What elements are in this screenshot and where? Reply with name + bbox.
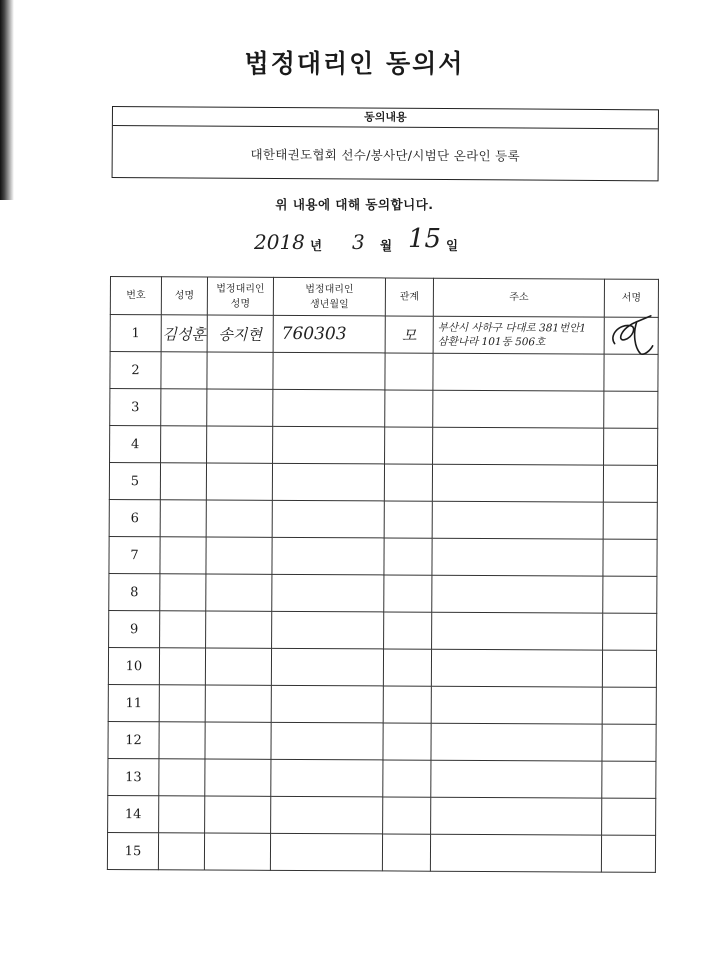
header-guardian-birth-line1: 법정대리인: [305, 283, 354, 295]
handwritten-signature-icon: [607, 314, 657, 358]
header-guardian-birth-line2: 생년월일: [309, 298, 349, 310]
row-relation: 모: [385, 316, 433, 353]
header-guardian-name-line2: 성명: [230, 298, 251, 310]
table-row: [109, 499, 657, 539]
table-row: [108, 684, 656, 724]
header-address: 주소: [433, 278, 604, 317]
row-number: 12: [108, 721, 159, 758]
page-title: 법정대리인 동의서: [244, 49, 465, 78]
row-number: 7: [109, 536, 160, 573]
header-guardian-name-line1: 법정대리인: [216, 283, 265, 295]
row-name: 김성훈: [161, 315, 207, 352]
row-signature: [604, 317, 658, 354]
row-number: 13: [108, 758, 159, 795]
date-day-label: 일: [446, 238, 459, 253]
row-number: 8: [109, 573, 160, 610]
table-row: [109, 536, 657, 576]
table-row: [108, 647, 656, 687]
row-guardian-name: 송지현: [207, 315, 273, 352]
row-number: 1: [110, 315, 161, 352]
table-header-row: [110, 277, 658, 318]
row-number: 11: [108, 684, 159, 721]
row-number: 9: [109, 610, 160, 647]
scan-edge-shadow: [0, 0, 14, 200]
header-relation: 관계: [385, 278, 433, 316]
table-row: [108, 795, 656, 835]
row-guardian-birth: 760303: [273, 315, 385, 353]
row-number: 3: [110, 389, 161, 426]
row-number: 6: [109, 499, 160, 536]
date-year-label: 년: [310, 238, 323, 253]
date-line: [0, 224, 709, 258]
row-address-line2: 삼환나라 101동 506호: [437, 335, 546, 349]
row-address-line1: 부산시 사하구 다대로 381번안1: [437, 321, 587, 335]
guardian-table: [107, 276, 659, 873]
table-row: [110, 426, 658, 466]
header-signature: 서명: [604, 279, 658, 317]
date-year: 2018: [254, 230, 305, 254]
header-name: 성명: [161, 277, 207, 315]
consent-box: [112, 106, 659, 181]
row-number: 10: [108, 647, 159, 684]
table-row: [109, 463, 657, 503]
table-row: [107, 832, 655, 872]
consent-content: 대한태권도협회 선수/봉사단/시범단 온라인 등록: [250, 146, 520, 164]
date-month: 3: [352, 230, 365, 254]
table-row: [109, 573, 657, 613]
table-row: [108, 721, 656, 761]
consent-header: 동의내용: [113, 107, 658, 129]
table-row: [110, 389, 658, 429]
table-row: [108, 758, 656, 798]
agreement-statement: 위 내용에 대해 동의합니다.: [275, 197, 434, 212]
row-number: 5: [109, 463, 160, 500]
date-day: 15: [408, 224, 442, 254]
row-number: 15: [107, 832, 158, 869]
row-number: 4: [110, 426, 161, 463]
header-guardian-birth: [273, 277, 385, 316]
row-number: 2: [110, 352, 161, 389]
header-number: 번호: [110, 277, 161, 315]
row-address: [433, 316, 604, 354]
date-month-label: 월: [380, 238, 393, 253]
header-guardian-name: [207, 277, 273, 315]
table-row: [109, 610, 657, 650]
row-number: 14: [108, 795, 159, 832]
table-row: [110, 315, 658, 355]
table-row: [110, 352, 658, 392]
